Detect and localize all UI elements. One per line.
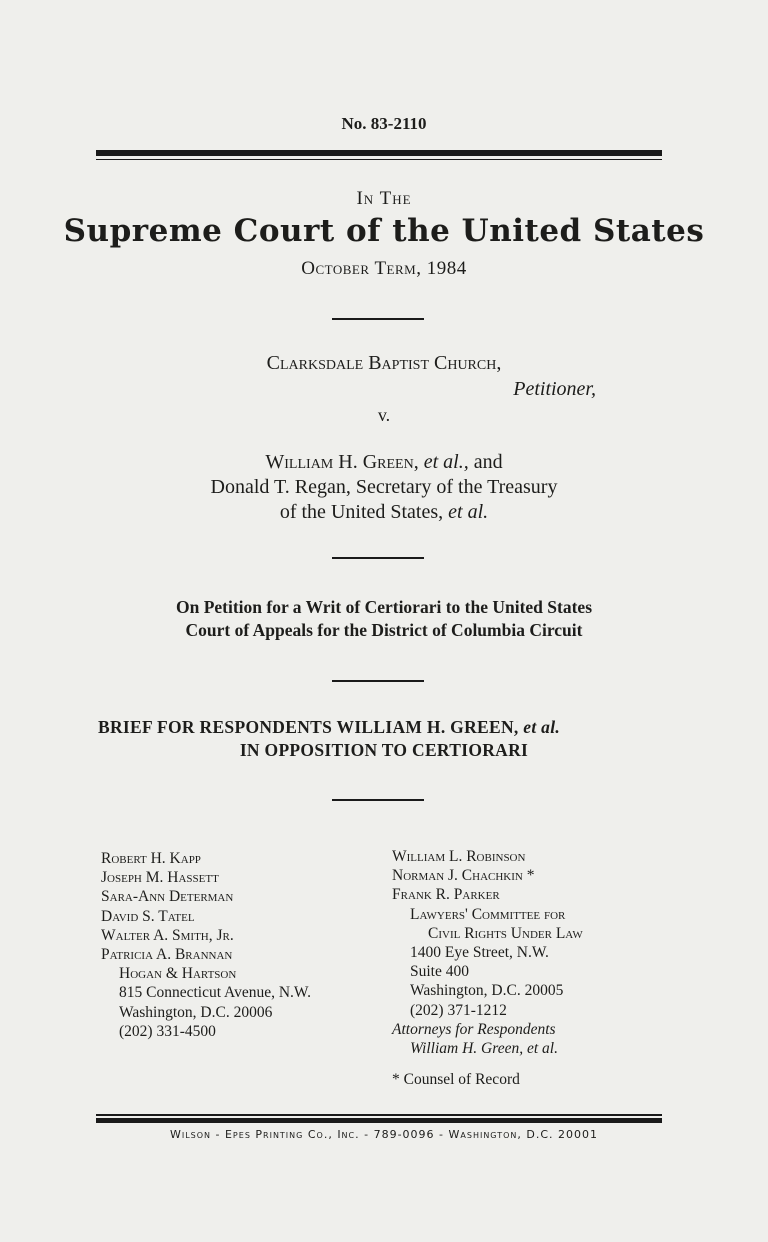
court-term: October Term, 1984: [301, 258, 467, 279]
brief-title-etal: et al.: [523, 717, 561, 737]
bottom-thick-rule: [96, 1118, 662, 1123]
respondent-line-1: [0, 451, 768, 474]
phone-number: (202) 371-1212: [410, 1001, 507, 1019]
respondent-line-3-etal: et al.: [448, 501, 489, 523]
bottom-thin-rule: [96, 1114, 662, 1116]
docket-number: No. 83-2110: [341, 114, 427, 133]
in-the-heading: In The: [356, 188, 412, 209]
versus: v.: [377, 405, 391, 425]
court-name: Supreme Court of the United States: [63, 213, 705, 249]
attorney-name: Joseph M. Hassett: [101, 869, 219, 887]
respondent-and: and: [473, 451, 503, 473]
printer-credit: Wilson - Epes Printing Co., Inc. - 789-0096 - Washington, D.C. 20001: [169, 1128, 599, 1141]
attorneys-for: Attorneys for Respondents: [392, 1020, 556, 1038]
counsel-left-column: [101, 849, 311, 1041]
attorney-name: Patricia A. Brannan: [101, 946, 233, 964]
organization-line: Civil Rights Under Law: [428, 924, 583, 942]
phone-number: (202) 331-4500: [119, 1022, 216, 1040]
organization-line: Lawyers' Committee for: [410, 905, 566, 923]
attorney-name: Walter A. Smith, Jr.: [101, 926, 234, 944]
divider-rule: [332, 318, 424, 320]
address-line: Suite 400: [410, 963, 469, 981]
address-line: 815 Connecticut Avenue, N.W.: [119, 984, 311, 1002]
address-line: 1400 Eye Street, N.W.: [410, 944, 549, 962]
attorneys-for-names: William H. Green, et al.: [410, 1040, 558, 1058]
attorney-name: Sara-Ann Determan: [101, 888, 234, 906]
top-thick-rule: [96, 150, 662, 156]
counsel-of-record-note: * Counsel of Record: [392, 1071, 520, 1088]
respondent-line-2: Donald T. Regan, Secretary of the Treasury: [210, 476, 558, 498]
divider-rule: [332, 680, 424, 682]
brief-title-text: BRIEF FOR RESPONDENTS WILLIAM H. GREEN,: [98, 717, 519, 737]
respondent-line-3-text: of the United States,: [279, 501, 444, 523]
top-thin-rule: [96, 159, 662, 160]
attorney-name: Norman J. Chachkin *: [392, 867, 535, 885]
respondent-etal: et al.,: [423, 451, 469, 473]
brief-title-line-2: IN OPPOSITION TO CERTIORARI: [239, 740, 529, 760]
address-line: Washington, D.C. 20005: [410, 982, 564, 1000]
divider-rule: [332, 799, 424, 801]
attorney-name: David S. Tatel: [101, 907, 195, 925]
attorney-name: William L. Robinson: [392, 848, 526, 865]
law-firm: Hogan & Hartson: [119, 965, 237, 983]
address-line: Washington, D.C. 20006: [119, 1003, 273, 1021]
petition-line-2: Court of Appeals for the District of Columbia Circuit: [185, 620, 583, 640]
petitioner-role: Petitioner,: [513, 378, 596, 400]
respondent-line-3: [0, 501, 768, 524]
brief-title-line-1: [98, 717, 560, 738]
attorney-name: Frank R. Parker: [392, 886, 500, 904]
counsel-right-column: [392, 847, 583, 1058]
attorney-name: Robert H. Kapp: [101, 850, 201, 867]
petition-line-1: On Petition for a Writ of Certiorari to the United States: [175, 597, 593, 617]
petitioner-name: Clarksdale Baptist Church,: [266, 352, 502, 374]
divider-rule: [332, 557, 424, 559]
respondent-name: William H. Green,: [265, 451, 419, 473]
